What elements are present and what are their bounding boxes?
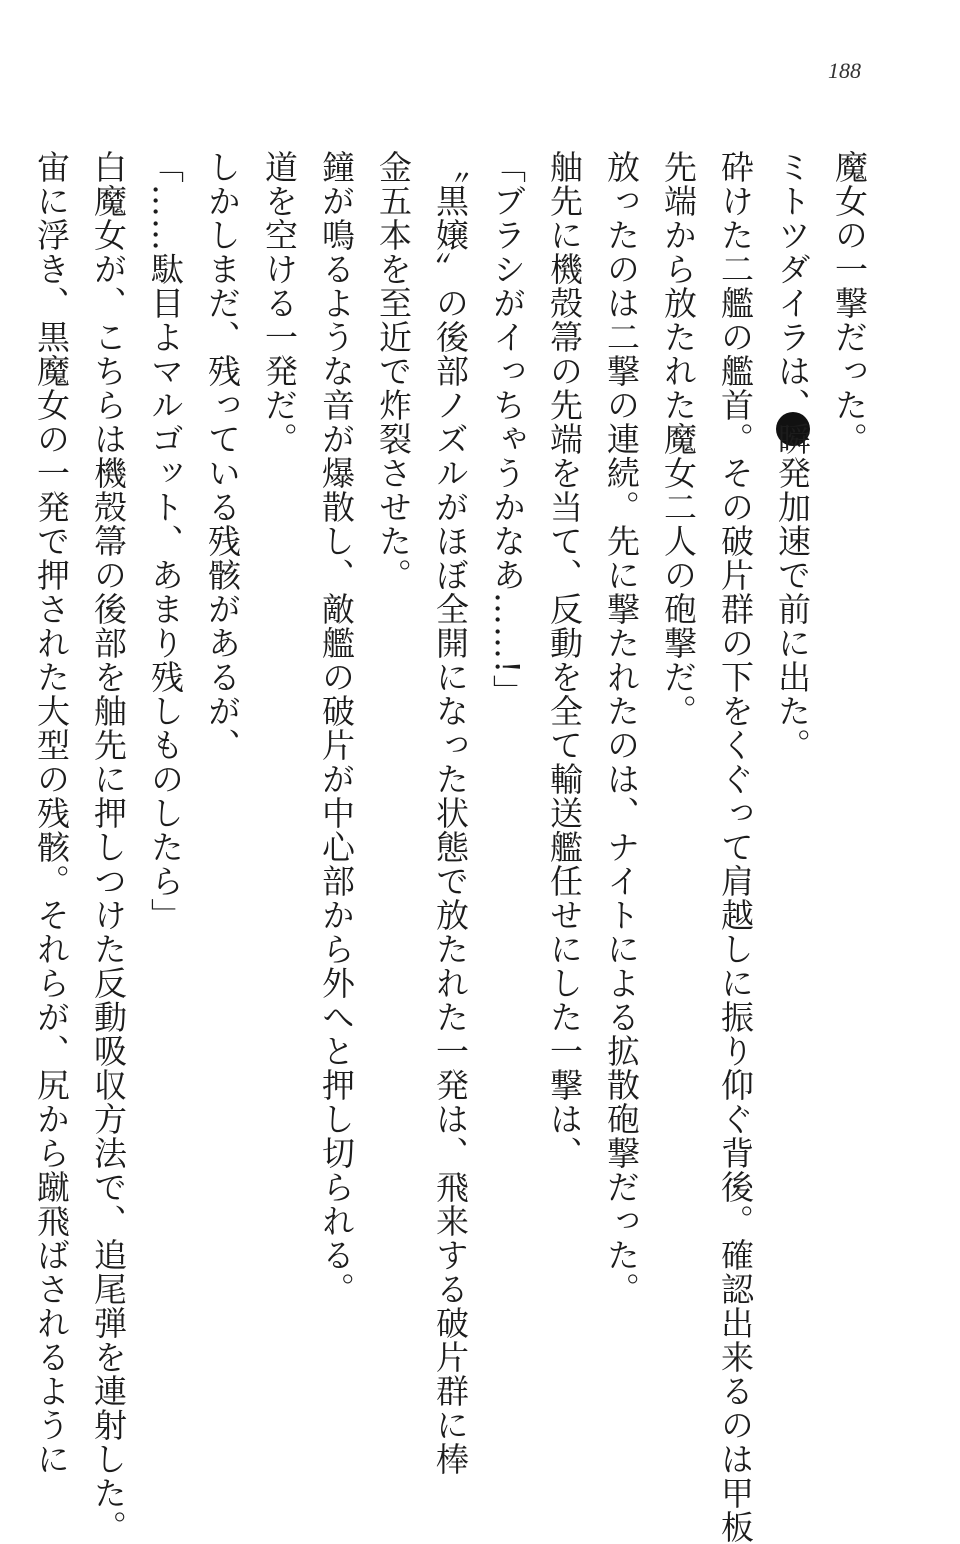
text-line: 舳先に機殻箒の先端を当て、反動を全て輸送艦任せにした一撃は、 bbox=[545, 150, 584, 1170]
text-line: 金五本を至近で炸裂させた。 bbox=[374, 150, 413, 592]
text-line: 砕けた二艦の艦首。その破片群の下をくぐって肩越しに振り仰ぐ背後。確認出来るのは甲板 bbox=[716, 150, 755, 1544]
text-line: 宙に浮き、黒魔女の一発で押された大型の残骸。それらが、尻から蹴飛ばされるように bbox=[32, 150, 71, 1476]
page-number: 188 bbox=[828, 58, 861, 83]
body-text bbox=[23, 150, 878, 1544]
text-line: 魔女の一撃だった。 bbox=[830, 150, 869, 456]
text-line: 道を空ける一発だ。 bbox=[260, 150, 299, 456]
text-line: 白魔女が、こちらは機殻箒の後部を舳先に押しつけた反動吸収方法で、追尾弾を連射した。 bbox=[89, 150, 128, 1544]
text-line: 先端から放たれた魔女二人の砲撃だ。 bbox=[659, 150, 698, 728]
text-line: 「……駄目よマルゴット、あまり残しものしたら」 bbox=[146, 150, 185, 932]
text-line: 放ったのは二撃の連続。先に撃たれたのは、ナイトによる拡散砲撃だった。 bbox=[602, 150, 641, 1306]
text-line: 〝黒嬢〟の後部ノズルがほぼ全開になった状態で放たれた一発は、飛来する破片群に棒 bbox=[431, 150, 470, 1476]
text-line: ミトツダイラは、瞬発加速で前に出た。 bbox=[773, 150, 812, 762]
text-line: 「ブラシがイっちゃうかなあ……!」 bbox=[488, 150, 527, 709]
text-line: しかしまだ、残っている残骸があるが、 bbox=[203, 150, 242, 762]
text-line: 鐘が鳴るような音が爆散し、敵艦の破片が中心部から外へと押し切られる。 bbox=[317, 150, 356, 1306]
